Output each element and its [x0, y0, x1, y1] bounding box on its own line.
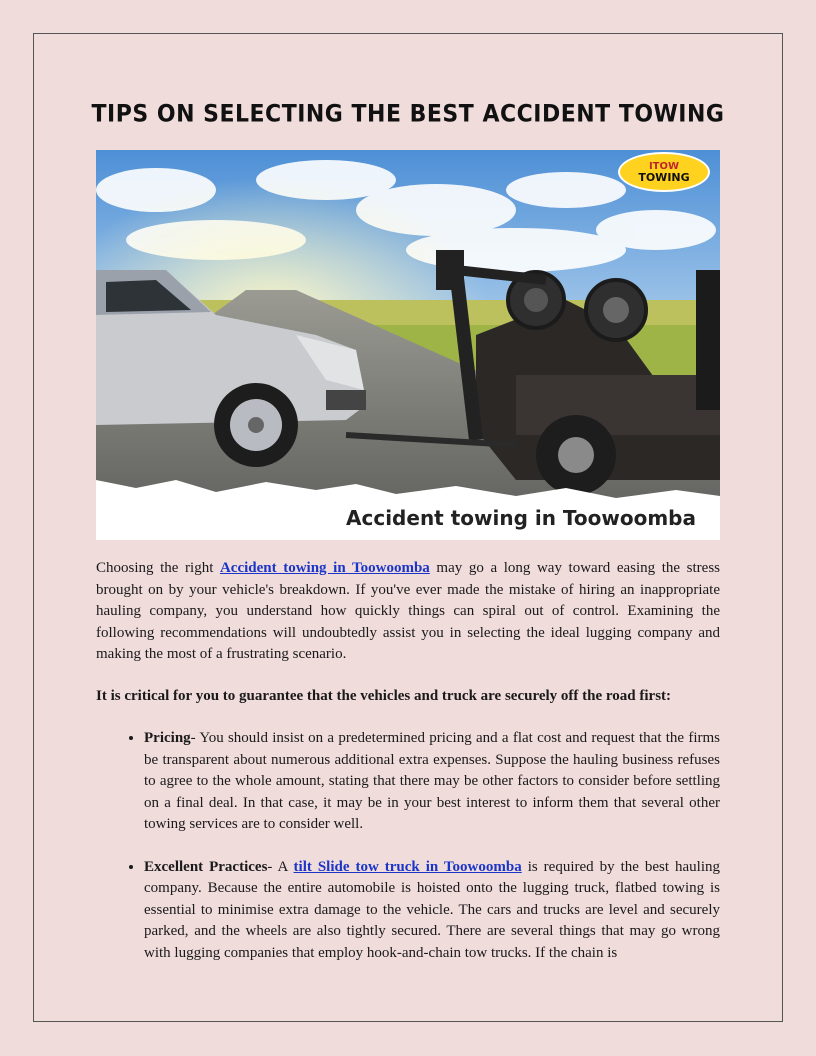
hero-image — [96, 150, 720, 540]
tow-truck-illustration — [96, 150, 720, 540]
practices-heading: Excellent Practices — [144, 858, 268, 875]
practices-text-start: - A — [267, 858, 294, 875]
itow-towing-logo — [618, 152, 710, 192]
intro-text-end: may go a long way toward easing the stress brought on by your vehicle's breakdown. If you've ever made the mistake of hiring an inappropriate hauling company, you understand how quickly things can spiral out of control. Examining the following recommendations will undoubtedly assist you in selecting the ideal lugging company and making the most of a frustrating scenario. — [96, 560, 720, 662]
hero-caption: Accident towing in Toowoomba — [346, 506, 696, 530]
logo-text-top: ITOW — [648, 160, 680, 172]
logo-text-bottom: TOWING — [638, 170, 690, 184]
practices-text-end: is required by the best hauling company. Because the entire automobile is hoisted onto the lugging truck, flatbed towing is essential to minimise extra damage to the vehicle. The cars and trucks are level and securely parked, and the wheels are also tightly secured. There are several things that may go wrong with lugging companies that employ hook-and-chain tow trucks. If the chain is — [144, 858, 720, 961]
accident-towing-link[interactable]: Accident towing in Toowoomba — [219, 560, 430, 576]
list-item-excellent-practices — [144, 857, 720, 965]
article-body — [96, 558, 720, 985]
pricing-text: - You should insist on a predetermined pricing and a flat cost and request that the firms be transparent about numerous additional extra expenses. Suppose the hauling business refuses to agree to the whole amount, stating that there may be other factors to consider before settling on a final deal. In that case, it may be in your best interest to inform them that several other towing services are to consider well. — [144, 730, 720, 832]
intro-paragraph — [96, 558, 720, 666]
intro-text-start: Choosing the right — [96, 560, 220, 576]
lead-statement: It is critical for you to guarantee that the vehicles and truck are securely off the road first: — [96, 687, 672, 704]
tips-list — [96, 728, 720, 964]
page-title: TIPS ON SELECTING THE BEST ACCIDENT TOWING — [91, 101, 725, 128]
list-item-pricing — [144, 728, 720, 836]
tilt-slide-tow-truck-link[interactable]: tilt Slide tow truck in Toowoomba — [293, 858, 522, 875]
pricing-heading: Pricing — [144, 730, 191, 746]
